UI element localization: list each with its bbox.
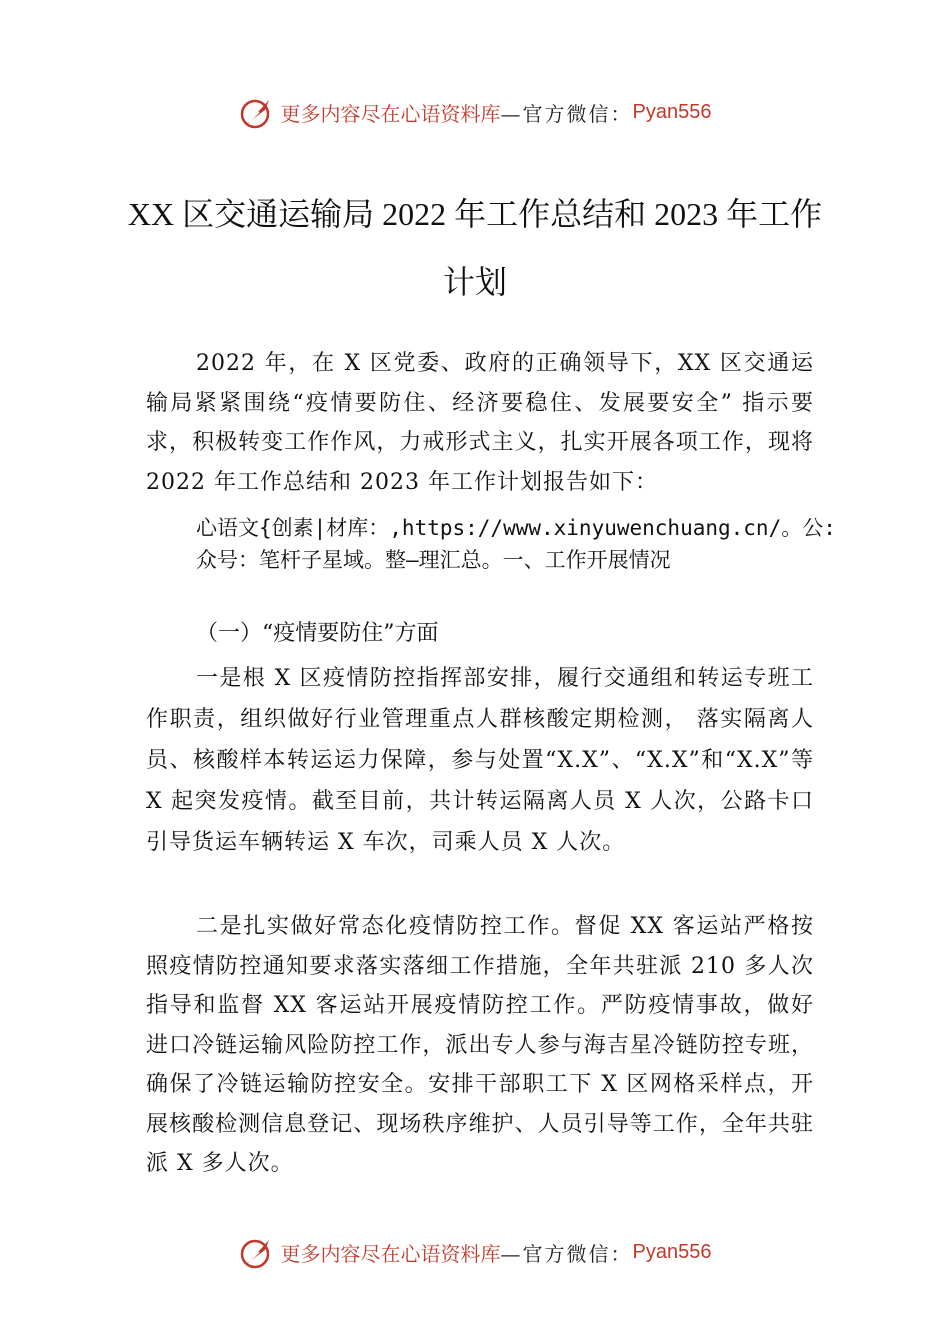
paragraph-1: 一是根 X 区疫情防控指挥部安排，履行交通组和转运专班工作职责，组织做好行业管理重点人群核酸定期检测， 落实隔离人员、核酸样本转运运力保障，参与处置“X.X”、“X.X”和“X.X”等 X 起突发疫情。截至目前，共计转运隔离人员 X 人次，公路卡口引导货运车辆转运 X 车次，司乘人员 X 人次。 xyxy=(146,666,814,855)
source-note: 心语文{创素|材库：,https://www.xinyuwenchuang.cn/。公:众号：笔杆子星域。整—理汇总。一、工作开展情况 xyxy=(196,516,836,572)
banner-wechat-label: —官方微信： xyxy=(500,1241,633,1266)
intro-paragraph: 2022 年，在 X 区党委、政府的正确领导下，XX 区交通运输局紧紧围绕“疫情要防住、经济要稳住、发展要安全” 指示要求，积极转变工作作风，力戒形式主义，扎实开展各项工作，现将 2022 年工作总结和 2023 年工作计划报告如下： xyxy=(146,351,814,495)
document-title: XX 区交通运输局 2022 年工作总结和 2023 年工作计划 xyxy=(127,196,823,300)
banner-wechat-id: Pyan556 xyxy=(632,100,712,123)
header-banner xyxy=(0,92,950,132)
quill-logo-icon xyxy=(239,1234,275,1270)
quill-logo-icon xyxy=(239,94,275,130)
banner-wechat-label: —官方微信： xyxy=(500,101,633,126)
banner-wechat-id: Pyan556 xyxy=(632,1240,712,1263)
footer-banner xyxy=(0,1232,950,1272)
section-heading: （一）“疫情要防住”方面 xyxy=(196,621,439,646)
banner-library-text: 更多内容尽在心语资料库 xyxy=(280,101,501,126)
paragraph-2: 二是扎实做好常态化疫情防控工作。督促 XX 客运站严格按照疫情防控通知要求落实落细工作措施，全年共驻派 210 多人次指导和监督 XX 客运站开展疫情防控工作。严防疫情事故，做好进口冷链运输风险防控工作，派出专人参与海吉星冷链防控专班，确保了冷链运输防控安全。安排干部职工下 X 区网格采样点，开展核酸检测信息登记、现场秩序维护、人员引导等工作，全年共驻派 X 多人次。 xyxy=(146,914,814,1176)
banner-library-text: 更多内容尽在心语资料库 xyxy=(280,1241,501,1266)
